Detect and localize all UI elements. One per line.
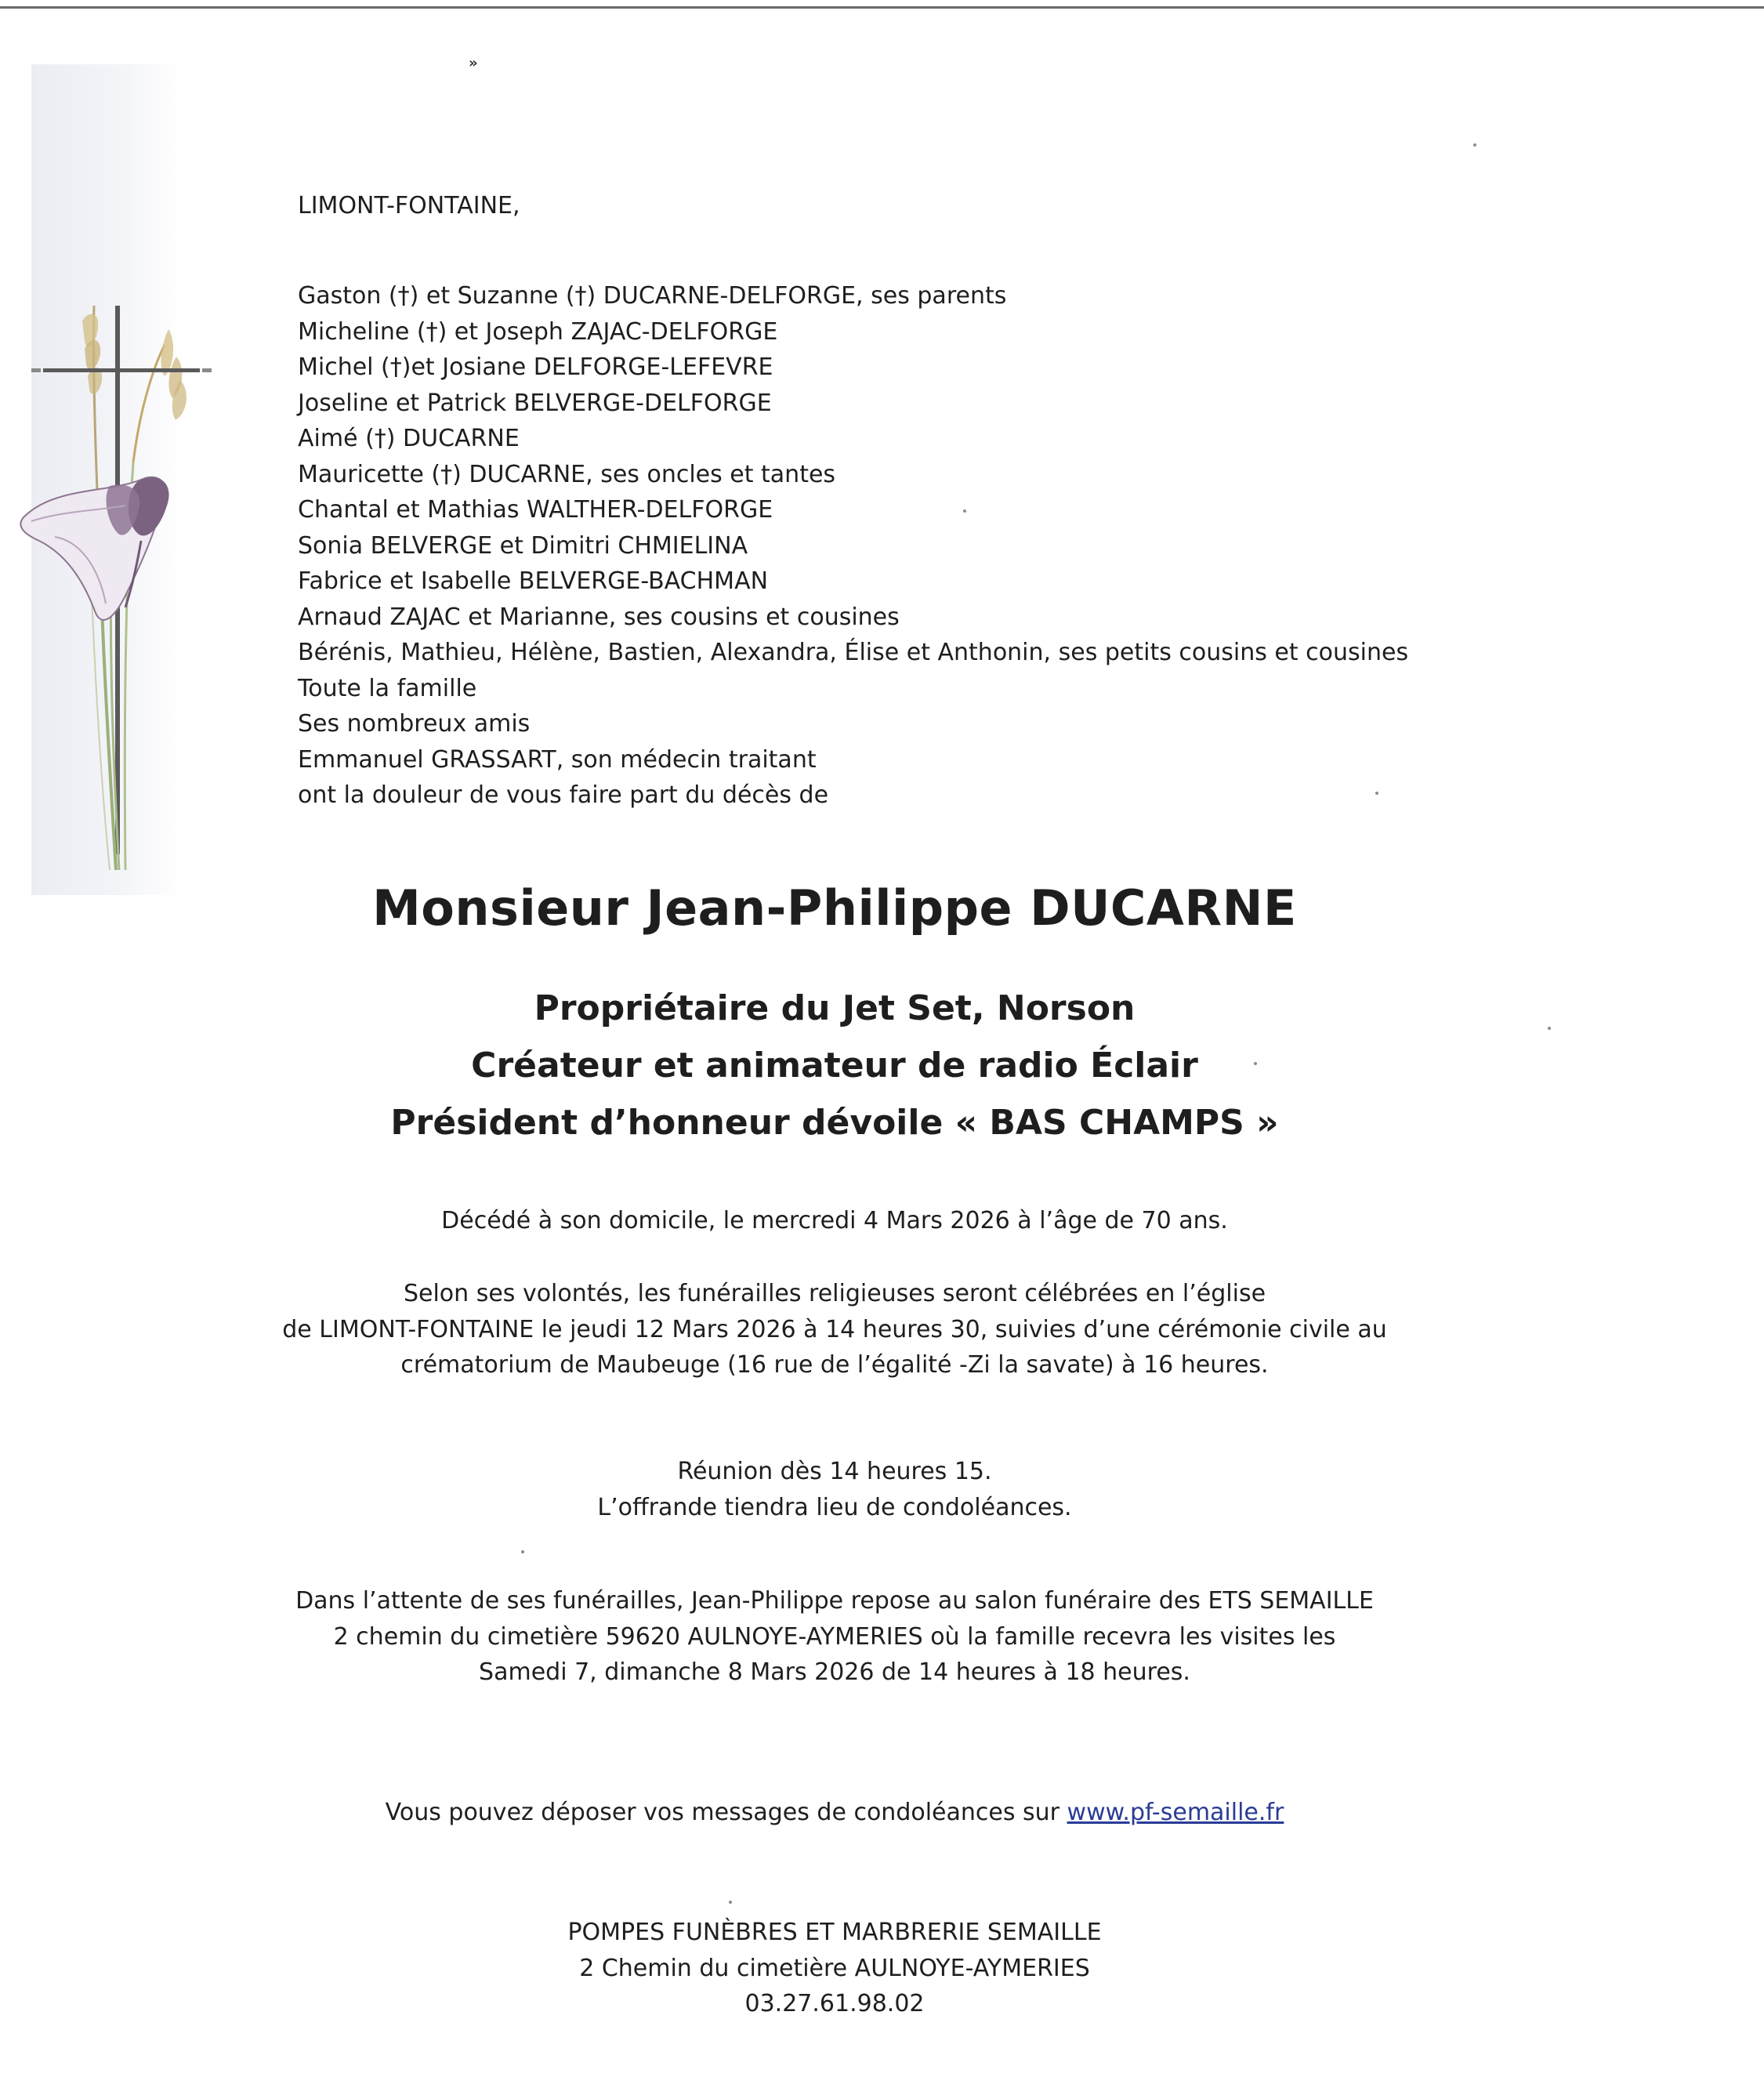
deceased-name: Monsieur Jean-Philippe DUCARNE (372, 879, 1297, 937)
family-line: Sonia BELVERGE et Dimitri CHMIELINA (298, 531, 748, 560)
family-line: Micheline (†) et Joseph ZAJAC-DELFORGE (298, 317, 778, 346)
condolences-link[interactable]: www.pf-semaille.fr (1067, 1799, 1284, 1826)
family-line: Chantal et Mathias WALTHER-DELFORGE (298, 496, 773, 524)
title-line: Créateur et animateur de radio Éclair (471, 1046, 1198, 1086)
funeral-home-block (0, 1915, 1669, 2022)
meeting-info (0, 1454, 1669, 1525)
family-line: Emmanuel GRASSART, son médecin traitant (298, 745, 817, 774)
title-line: Président d’honneur dévoile « BAS CHAMPS » (390, 1103, 1279, 1143)
funeral-home-name: POMPES FUNÈBRES ET MARBRERIE SEMAILLE (567, 1919, 1102, 1946)
funeral-home-phone: 03.27.61.98.02 (744, 1990, 925, 2017)
family-line: Toute la famille (298, 674, 477, 702)
condolences-text: Vous pouvez déposer vos messages de condoléances sur (385, 1799, 1067, 1826)
viewing-line: Dans l’attente de ses funérailles, Jean-Philippe repose au salon funéraire des ETS SEMAILLE (295, 1587, 1374, 1615)
family-line: ont la douleur de vous faire part du décès de (298, 781, 829, 809)
viewing-line: 2 chemin du cimetière 59620 AULNOYE-AYMERIES où la famille recevra les visites les (333, 1622, 1336, 1651)
offering-note: L’offrande tiendra lieu de condoléances. (597, 1493, 1072, 1521)
viewing-details (0, 1583, 1669, 1691)
deceased-titles (0, 980, 1669, 1151)
scan-mark: » (469, 55, 478, 71)
family-line: Mauricette (†) DUCARNE, ses oncles et tantes (298, 460, 836, 488)
title-line: Propriétaire du Jet Set, Norson (534, 988, 1136, 1028)
funeral-details (0, 1276, 1669, 1383)
viewing-line: Samedi 7, dimanche 8 Mars 2026 de 14 heures à 18 heures. (479, 1658, 1190, 1686)
family-list (298, 278, 1408, 814)
meeting-time: Réunion dès 14 heures 15. (677, 1458, 992, 1485)
funeral-home-address: 2 Chemin du cimetière AULNOYE-AYMERIES (579, 1954, 1090, 1982)
family-line: Ses nombreux amis (298, 710, 531, 738)
family-line: Michel (†)et Josiane DELFORGE-LEFEVRE (298, 353, 773, 381)
family-line: Gaston (†) et Suzanne (†) DUCARNE-DELFORGE, ses parents (298, 282, 1007, 310)
family-line: Arnaud ZAJAC et Marianne, ses cousins et cousines (298, 603, 900, 631)
family-line: Joseline et Patrick BELVERGE-DELFORGE (298, 389, 772, 417)
funeral-line: Selon ses volontés, les funérailles religieuses seront célébrées en l’église (403, 1280, 1266, 1307)
funeral-line: de LIMONT-FONTAINE le jeudi 12 Mars 2026 à 14 heures 30, suivies d’une cérémonie civile au (282, 1315, 1387, 1343)
funeral-line: crématorium de Maubeuge (16 rue de l’égalité -Zi la savate) à 16 heures. (400, 1351, 1269, 1379)
family-line: Bérénis, Mathieu, Hélène, Bastien, Alexandra, Élise et Anthonin, ses petits cousins et cousines (298, 639, 1409, 666)
notice-place: LIMONT-FONTAINE, (298, 192, 520, 219)
condolences-line (0, 1795, 1669, 1831)
death-notice: Décédé à son domicile, le mercredi 4 Mars 2026 à l’âge de 70 ans. (441, 1207, 1228, 1234)
family-line: Fabrice et Isabelle BELVERGE-BACHMAN (298, 567, 769, 595)
family-line: Aimé (†) DUCARNE (298, 425, 520, 452)
